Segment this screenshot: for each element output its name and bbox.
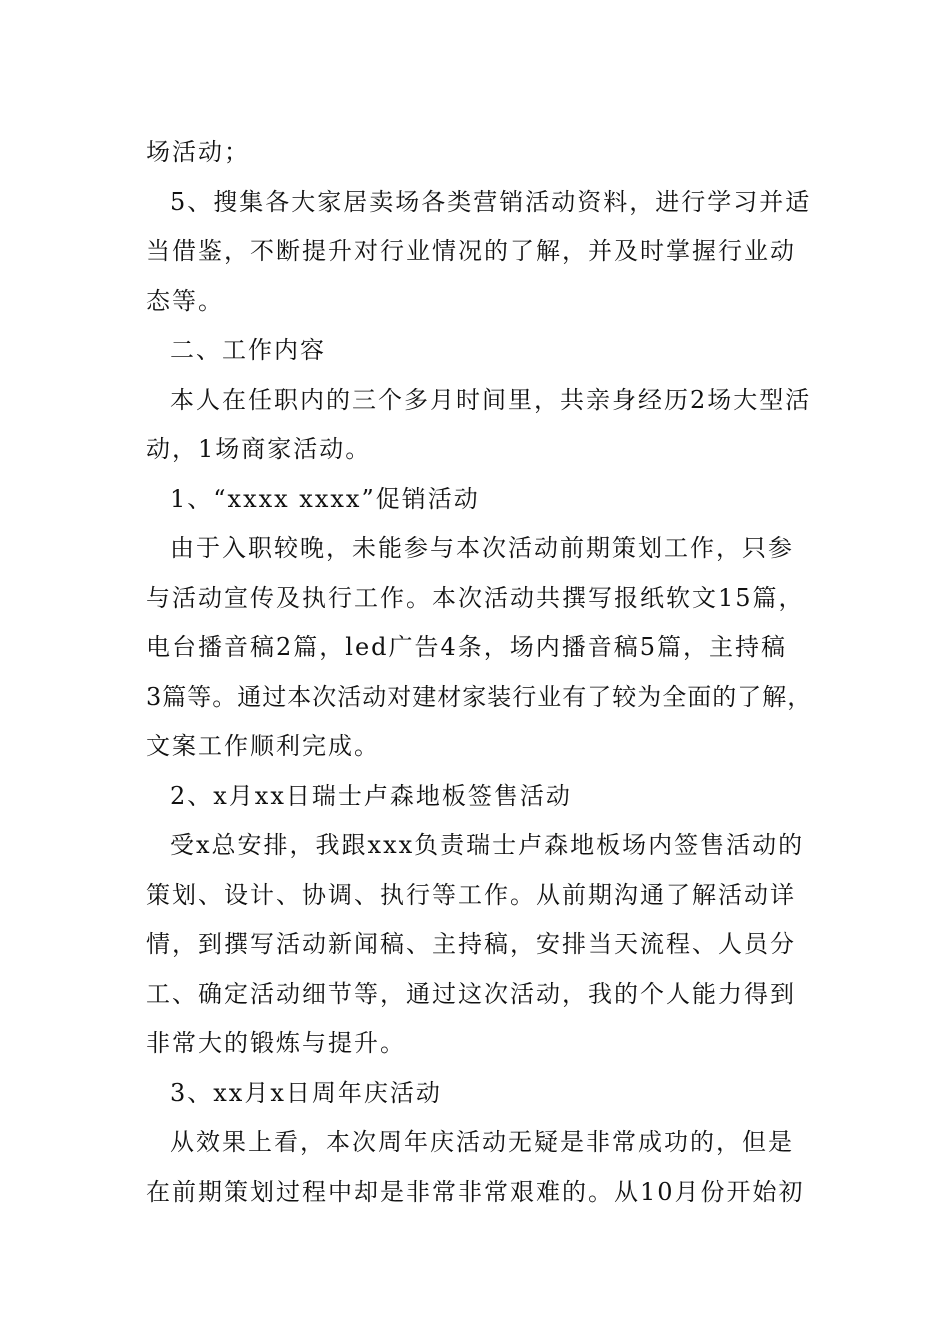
paragraph-line: 动，1场商家活动。 (146, 435, 372, 463)
paragraph-line: 3篇等。通过本次活动对建材家装行业有了较为全面的了解， (146, 682, 813, 711)
paragraph-line: 与活动宣传及执行工作。本次活动共撰写报纸软文15篇， (146, 583, 805, 612)
subheading-anniversary: 3、xx月x日周年庆活动 (170, 1078, 442, 1107)
paragraph-line: 非常大的锻炼与提升。 (146, 1029, 406, 1057)
subheading-promotion: 1、“xxxx xxxx”促销活动 (170, 484, 480, 513)
paragraph-line: 在前期策划过程中却是非常非常艰难的。从10月份开始初 (146, 1177, 805, 1206)
paragraph-line: 文案工作顺利完成。 (146, 732, 380, 760)
paragraph-line: 态等。 (146, 286, 224, 315)
section-heading-work-content: 二、工作内容 (170, 336, 326, 364)
paragraph-line: 由于入职较晚，未能参与本次活动前期策划工作，只参 (170, 534, 794, 562)
paragraph-line: 受x总安排，我跟xxx负责瑞士卢森地板场内签售活动的 (170, 831, 805, 859)
paragraph-line: 情，到撰写活动新闻稿、主持稿，安排当天流程、人员分 (146, 930, 796, 958)
paragraph-line: 从效果上看，本次周年庆活动无疑是非常成功的，但是 (170, 1128, 794, 1156)
paragraph-line: 策划、设计、协调、执行等工作。从前期沟通了解活动详 (146, 880, 796, 909)
paragraph-line: 工、确定活动细节等，通过这次活动，我的个人能力得到 (146, 979, 796, 1008)
paragraph-line: 当借鉴，不断提升对行业情况的了解，并及时掌握行业动 (146, 237, 796, 265)
document-body (146, 128, 826, 1217)
list-item-5: 5、搜集各大家居卖场各类营销活动资料，进行学习并适 (170, 187, 812, 216)
paragraph-line: 电台播音稿2篇，led广告4条，场内播音稿5篇，主持稿 (146, 633, 788, 661)
paragraph-line: 场活动； (146, 138, 250, 166)
paragraph-line: 本人在任职内的三个多月时间里，共亲身经历2场大型活 (170, 385, 812, 414)
subheading-signing-event: 2、x月xx日瑞士卢森地板签售活动 (170, 781, 572, 810)
